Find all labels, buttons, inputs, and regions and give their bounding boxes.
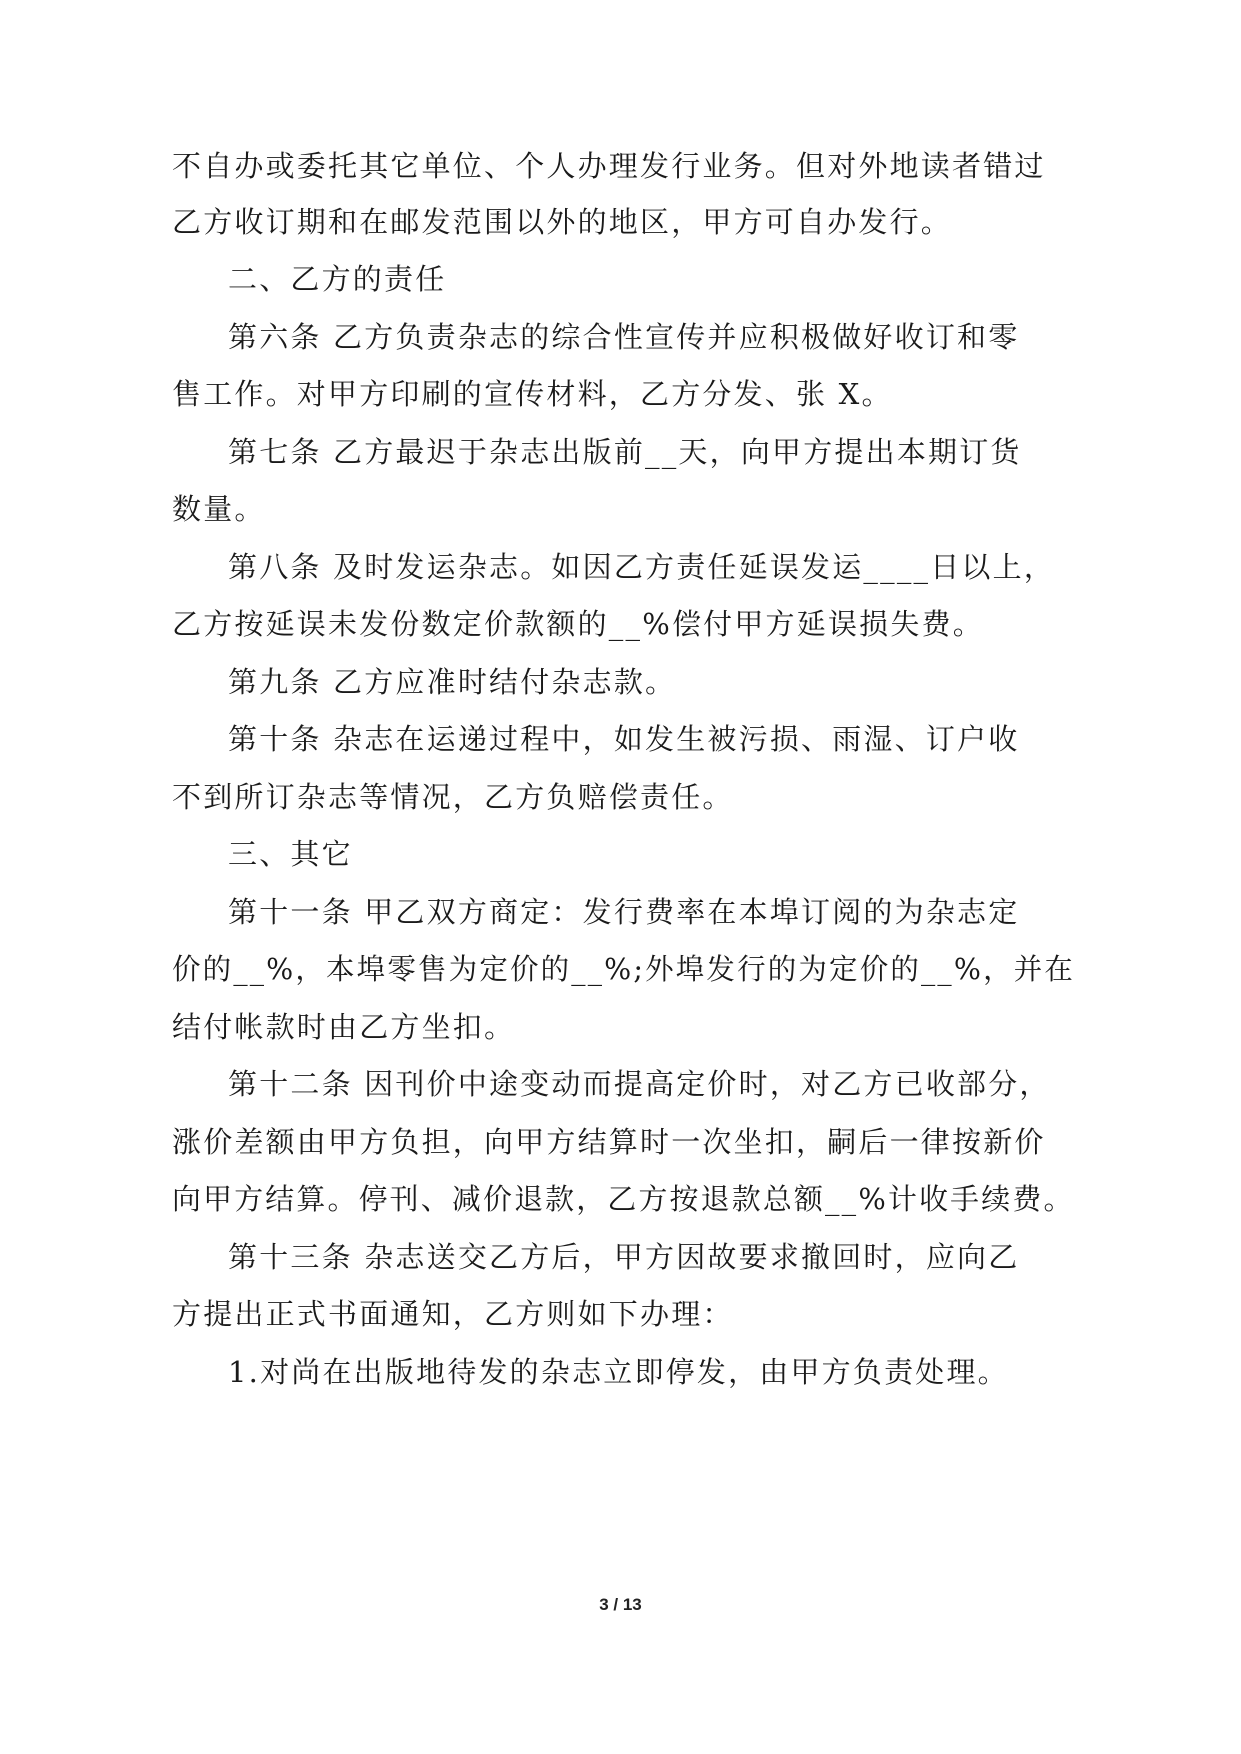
article-13-line-1: 第十三条 杂志送交乙方后，甲方因故要求撤回时，应向乙 (228, 1240, 1020, 1274)
text-line-2: 乙方收订期和在邮发范围以外的地区，甲方可自办发行。 (172, 205, 953, 239)
article-12-line-2: 涨价差额由甲方负担，向甲方结算时一次坐扣，嗣后一律按新价 (172, 1125, 1046, 1159)
article-6-line-2: 售工作。对甲方印刷的宣传材料，乙方分发、张 X。 (172, 377, 893, 411)
article-12-line-3: 向甲方结算。停刊、减价退款，乙方按退款总额__%计收手续费。 (172, 1182, 1075, 1216)
article-10-line-1: 第十条 杂志在运递过程中，如发生被污损、雨湿、订户收 (228, 722, 1020, 756)
section-heading-3: 三、其它 (228, 837, 353, 871)
article-11-line-3: 结付帐款时由乙方坐扣。 (172, 1010, 516, 1044)
text-line-1: 不自办或委托其它单位、个人办理发行业务。但对外地读者错过 (172, 149, 1046, 183)
article-13-line-2: 方提出正式书面通知，乙方则如下办理： (172, 1297, 734, 1331)
page-number: 3 / 13 (599, 1595, 642, 1614)
article-8-line-1: 第八条 及时发运杂志。如因乙方责任延误发运____日以上， (228, 550, 1056, 584)
article-7-line-1: 第七条 乙方最迟于杂志出版前__天，向甲方提出本期订货 (228, 435, 1022, 469)
article-13-item-1: 1.对尚在出版地待发的杂志立即停发，由甲方负责处理。 (228, 1355, 1009, 1389)
article-8-line-2: 乙方按延误未发份数定价款额的__%偿付甲方延误损失费。 (172, 607, 984, 641)
article-7-line-2: 数量。 (172, 492, 266, 526)
article-10-line-2: 不到所订杂志等情况，乙方负赔偿责任。 (172, 780, 734, 814)
article-6-line-1: 第六条 乙方负责杂志的综合性宣传并应积极做好收订和零 (228, 320, 1020, 354)
article-9-line-1: 第九条 乙方应准时结付杂志款。 (228, 665, 677, 699)
section-heading-2: 二、乙方的责任 (228, 262, 447, 296)
article-12-line-1: 第十二条 因刊价中途变动而提高定价时，对乙方已收部分， (228, 1067, 1051, 1101)
article-11-line-1: 第十一条 甲乙双方商定：发行费率在本埠订阅的为杂志定 (228, 895, 1020, 929)
article-11-line-2: 价的__%，本埠零售为定价的__%;外埠发行的为定价的__%，并在 (172, 952, 1076, 986)
